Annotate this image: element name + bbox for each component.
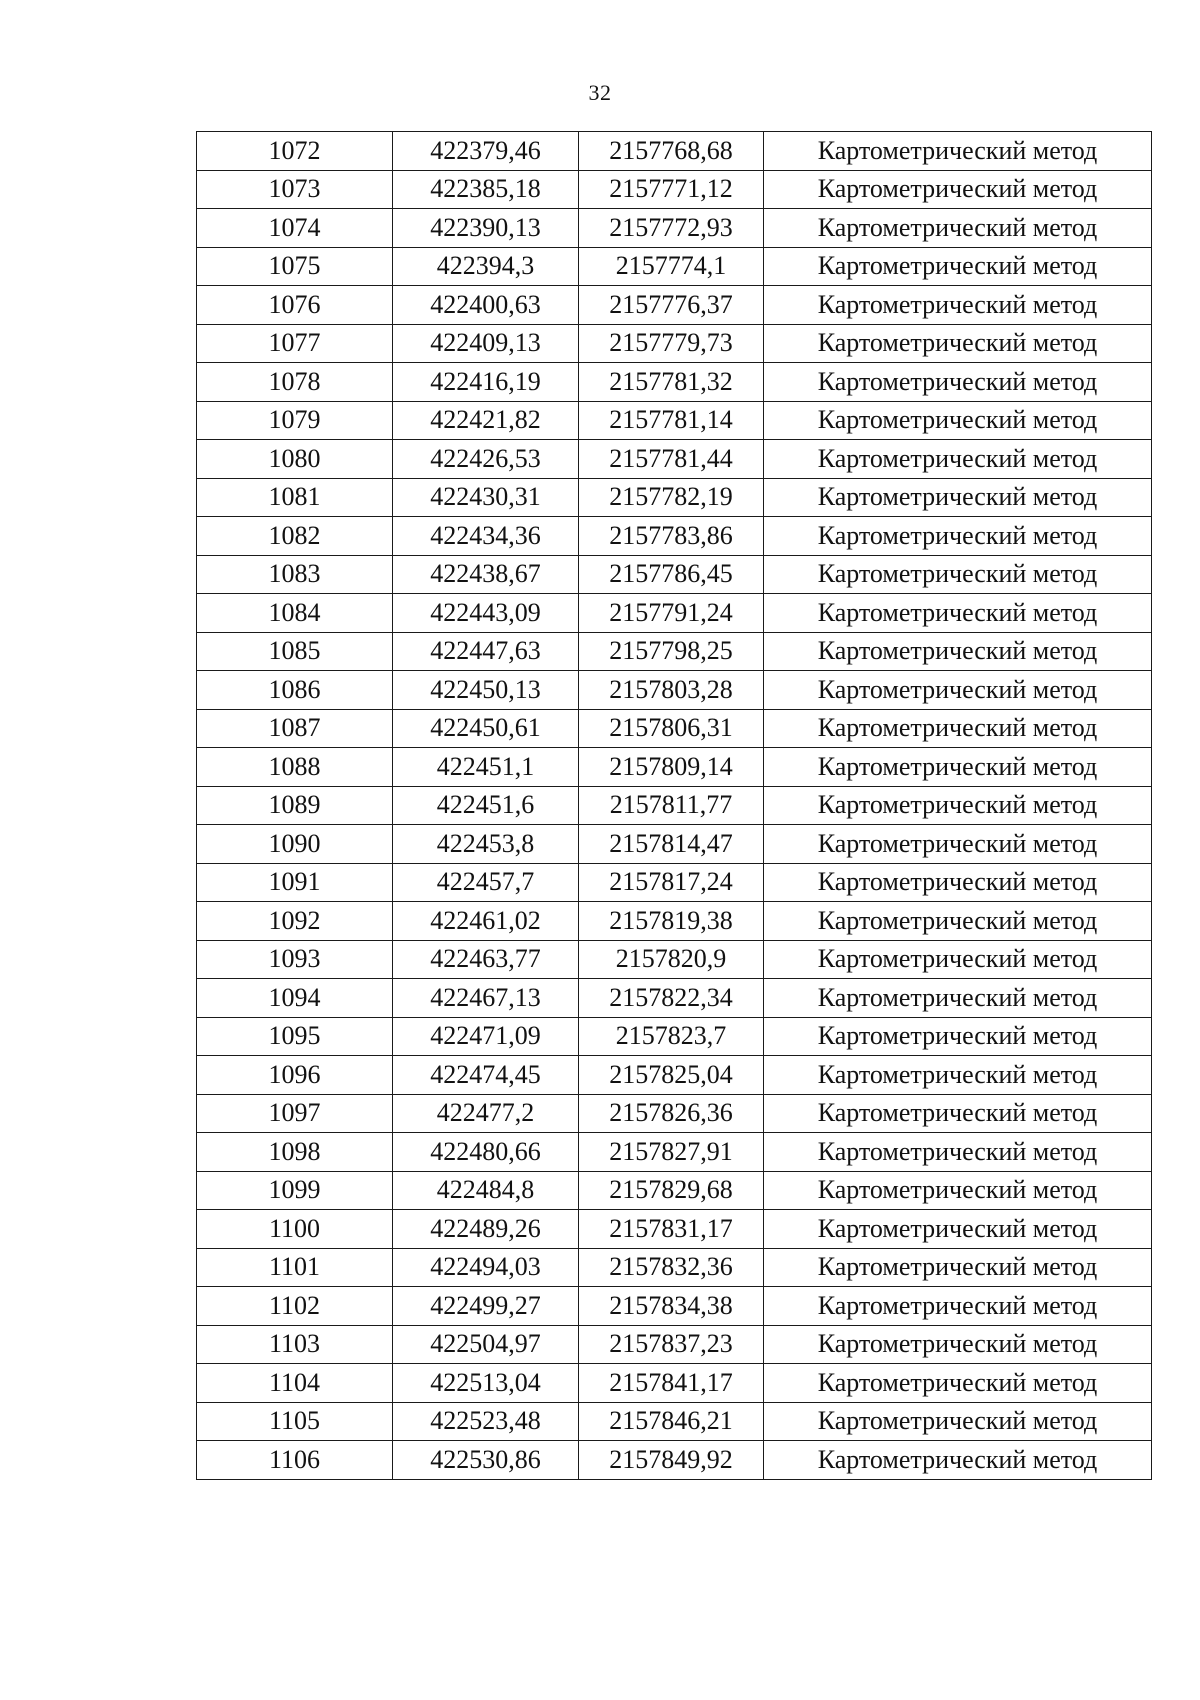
method-cell: Картометрический метод <box>764 863 1152 902</box>
coordinates-table-body <box>197 132 1152 1480</box>
point-number-cell: 1081 <box>197 478 393 517</box>
page-number: 32 <box>588 80 612 105</box>
point-number-cell: 1088 <box>197 748 393 787</box>
y-coordinate-cell: 2157776,37 <box>579 286 764 325</box>
x-coordinate-cell: 422416,19 <box>393 363 579 402</box>
point-number-cell: 1079 <box>197 401 393 440</box>
point-number-cell: 1100 <box>197 1210 393 1249</box>
method-cell: Картометрический метод <box>764 1210 1152 1249</box>
x-coordinate-cell: 422450,13 <box>393 671 579 710</box>
method-cell: Картометрический метод <box>764 363 1152 402</box>
x-coordinate-cell: 422513,04 <box>393 1364 579 1403</box>
table-row <box>197 748 1152 787</box>
method-cell: Картометрический метод <box>764 1094 1152 1133</box>
y-coordinate-cell: 2157837,23 <box>579 1325 764 1364</box>
table-row <box>197 286 1152 325</box>
method-cell: Картометрический метод <box>764 1325 1152 1364</box>
table-row <box>197 478 1152 517</box>
method-cell: Картометрический метод <box>764 1287 1152 1326</box>
x-coordinate-cell: 422385,18 <box>393 170 579 209</box>
x-coordinate-cell: 422434,36 <box>393 517 579 556</box>
point-number-cell: 1086 <box>197 671 393 710</box>
method-cell: Картометрический метод <box>764 671 1152 710</box>
method-cell: Картометрический метод <box>764 1248 1152 1287</box>
y-coordinate-cell: 2157819,38 <box>579 902 764 941</box>
y-coordinate-cell: 2157814,47 <box>579 825 764 864</box>
method-cell: Картометрический метод <box>764 209 1152 248</box>
table-row <box>197 786 1152 825</box>
y-coordinate-cell: 2157823,7 <box>579 1017 764 1056</box>
y-coordinate-cell: 2157827,91 <box>579 1133 764 1172</box>
point-number-cell: 1089 <box>197 786 393 825</box>
point-number-cell: 1106 <box>197 1441 393 1480</box>
table-row <box>197 902 1152 941</box>
point-number-cell: 1080 <box>197 440 393 479</box>
table-row <box>197 709 1152 748</box>
x-coordinate-cell: 422450,61 <box>393 709 579 748</box>
method-cell: Картометрический метод <box>764 1017 1152 1056</box>
point-number-cell: 1093 <box>197 940 393 979</box>
method-cell: Картометрический метод <box>764 748 1152 787</box>
method-cell: Картометрический метод <box>764 979 1152 1018</box>
x-coordinate-cell: 422461,02 <box>393 902 579 941</box>
point-number-cell: 1073 <box>197 170 393 209</box>
method-cell: Картометрический метод <box>764 1056 1152 1095</box>
x-coordinate-cell: 422451,6 <box>393 786 579 825</box>
y-coordinate-cell: 2157811,77 <box>579 786 764 825</box>
y-coordinate-cell: 2157832,36 <box>579 1248 764 1287</box>
method-cell: Картометрический метод <box>764 709 1152 748</box>
method-cell: Картометрический метод <box>764 1133 1152 1172</box>
y-coordinate-cell: 2157781,32 <box>579 363 764 402</box>
method-cell: Картометрический метод <box>764 440 1152 479</box>
table-row <box>197 132 1152 171</box>
y-coordinate-cell: 2157820,9 <box>579 940 764 979</box>
y-coordinate-cell: 2157771,12 <box>579 170 764 209</box>
x-coordinate-cell: 422379,46 <box>393 132 579 171</box>
table-row <box>197 1364 1152 1403</box>
table-row <box>197 1094 1152 1133</box>
method-cell: Картометрический метод <box>764 825 1152 864</box>
point-number-cell: 1087 <box>197 709 393 748</box>
x-coordinate-cell: 422426,53 <box>393 440 579 479</box>
x-coordinate-cell: 422451,1 <box>393 748 579 787</box>
point-number-cell: 1103 <box>197 1325 393 1364</box>
point-number-cell: 1072 <box>197 132 393 171</box>
x-coordinate-cell: 422453,8 <box>393 825 579 864</box>
point-number-cell: 1094 <box>197 979 393 1018</box>
point-number-cell: 1097 <box>197 1094 393 1133</box>
y-coordinate-cell: 2157806,31 <box>579 709 764 748</box>
y-coordinate-cell: 2157768,68 <box>579 132 764 171</box>
table-row <box>197 1248 1152 1287</box>
method-cell: Картометрический метод <box>764 286 1152 325</box>
point-number-cell: 1105 <box>197 1402 393 1441</box>
x-coordinate-cell: 422494,03 <box>393 1248 579 1287</box>
table-row <box>197 1325 1152 1364</box>
y-coordinate-cell: 2157829,68 <box>579 1171 764 1210</box>
y-coordinate-cell: 2157772,93 <box>579 209 764 248</box>
method-cell: Картометрический метод <box>764 517 1152 556</box>
method-cell: Картометрический метод <box>764 1171 1152 1210</box>
x-coordinate-cell: 422477,2 <box>393 1094 579 1133</box>
method-cell: Картометрический метод <box>764 132 1152 171</box>
table-row <box>197 324 1152 363</box>
x-coordinate-cell: 422443,09 <box>393 594 579 633</box>
method-cell: Картометрический метод <box>764 786 1152 825</box>
point-number-cell: 1104 <box>197 1364 393 1403</box>
table-row <box>197 170 1152 209</box>
table-row <box>197 979 1152 1018</box>
point-number-cell: 1098 <box>197 1133 393 1172</box>
method-cell: Картометрический метод <box>764 632 1152 671</box>
method-cell: Картометрический метод <box>764 940 1152 979</box>
table-row <box>197 517 1152 556</box>
point-number-cell: 1076 <box>197 286 393 325</box>
x-coordinate-cell: 422474,45 <box>393 1056 579 1095</box>
x-coordinate-cell: 422430,31 <box>393 478 579 517</box>
x-coordinate-cell: 422457,7 <box>393 863 579 902</box>
x-coordinate-cell: 422438,67 <box>393 555 579 594</box>
table-row <box>197 1171 1152 1210</box>
y-coordinate-cell: 2157779,73 <box>579 324 764 363</box>
point-number-cell: 1077 <box>197 324 393 363</box>
point-number-cell: 1084 <box>197 594 393 633</box>
table-row <box>197 940 1152 979</box>
method-cell: Картометрический метод <box>764 401 1152 440</box>
y-coordinate-cell: 2157826,36 <box>579 1094 764 1133</box>
point-number-cell: 1085 <box>197 632 393 671</box>
method-cell: Картометрический метод <box>764 247 1152 286</box>
y-coordinate-cell: 2157846,21 <box>579 1402 764 1441</box>
y-coordinate-cell: 2157803,28 <box>579 671 764 710</box>
x-coordinate-cell: 422394,3 <box>393 247 579 286</box>
point-number-cell: 1101 <box>197 1248 393 1287</box>
method-cell: Картометрический метод <box>764 1402 1152 1441</box>
y-coordinate-cell: 2157783,86 <box>579 517 764 556</box>
table-row <box>197 555 1152 594</box>
method-cell: Картометрический метод <box>764 478 1152 517</box>
table-row <box>197 1017 1152 1056</box>
table-row <box>197 825 1152 864</box>
y-coordinate-cell: 2157774,1 <box>579 247 764 286</box>
method-cell: Картометрический метод <box>764 170 1152 209</box>
y-coordinate-cell: 2157781,14 <box>579 401 764 440</box>
table-row <box>197 1210 1152 1249</box>
point-number-cell: 1092 <box>197 902 393 941</box>
method-cell: Картометрический метод <box>764 1441 1152 1480</box>
y-coordinate-cell: 2157781,44 <box>579 440 764 479</box>
table-row <box>197 1402 1152 1441</box>
point-number-cell: 1090 <box>197 825 393 864</box>
method-cell: Картометрический метод <box>764 594 1152 633</box>
point-number-cell: 1091 <box>197 863 393 902</box>
table-row <box>197 1056 1152 1095</box>
x-coordinate-cell: 422504,97 <box>393 1325 579 1364</box>
table-row <box>197 363 1152 402</box>
method-cell: Картометрический метод <box>764 324 1152 363</box>
table-row <box>197 1133 1152 1172</box>
method-cell: Картометрический метод <box>764 555 1152 594</box>
point-number-cell: 1078 <box>197 363 393 402</box>
point-number-cell: 1099 <box>197 1171 393 1210</box>
y-coordinate-cell: 2157834,38 <box>579 1287 764 1326</box>
y-coordinate-cell: 2157822,34 <box>579 979 764 1018</box>
x-coordinate-cell: 422463,77 <box>393 940 579 979</box>
y-coordinate-cell: 2157782,19 <box>579 478 764 517</box>
x-coordinate-cell: 422471,09 <box>393 1017 579 1056</box>
table-row <box>197 671 1152 710</box>
x-coordinate-cell: 422421,82 <box>393 401 579 440</box>
point-number-cell: 1075 <box>197 247 393 286</box>
table-row <box>197 1287 1152 1326</box>
x-coordinate-cell: 422390,13 <box>393 209 579 248</box>
table-row <box>197 632 1152 671</box>
x-coordinate-cell: 422489,26 <box>393 1210 579 1249</box>
table-row <box>197 401 1152 440</box>
y-coordinate-cell: 2157786,45 <box>579 555 764 594</box>
x-coordinate-cell: 422530,86 <box>393 1441 579 1480</box>
table-row <box>197 247 1152 286</box>
table-row <box>197 863 1152 902</box>
y-coordinate-cell: 2157825,04 <box>579 1056 764 1095</box>
table-row <box>197 594 1152 633</box>
y-coordinate-cell: 2157831,17 <box>579 1210 764 1249</box>
table-row <box>197 209 1152 248</box>
point-number-cell: 1082 <box>197 517 393 556</box>
coordinates-table <box>196 131 1152 1480</box>
y-coordinate-cell: 2157809,14 <box>579 748 764 787</box>
point-number-cell: 1074 <box>197 209 393 248</box>
x-coordinate-cell: 422484,8 <box>393 1171 579 1210</box>
method-cell: Картометрический метод <box>764 902 1152 941</box>
y-coordinate-cell: 2157817,24 <box>579 863 764 902</box>
y-coordinate-cell: 2157791,24 <box>579 594 764 633</box>
y-coordinate-cell: 2157841,17 <box>579 1364 764 1403</box>
x-coordinate-cell: 422480,66 <box>393 1133 579 1172</box>
x-coordinate-cell: 422467,13 <box>393 979 579 1018</box>
x-coordinate-cell: 422523,48 <box>393 1402 579 1441</box>
x-coordinate-cell: 422400,63 <box>393 286 579 325</box>
point-number-cell: 1096 <box>197 1056 393 1095</box>
point-number-cell: 1102 <box>197 1287 393 1326</box>
y-coordinate-cell: 2157849,92 <box>579 1441 764 1480</box>
x-coordinate-cell: 422499,27 <box>393 1287 579 1326</box>
table-row <box>197 440 1152 479</box>
method-cell: Картометрический метод <box>764 1364 1152 1403</box>
x-coordinate-cell: 422409,13 <box>393 324 579 363</box>
y-coordinate-cell: 2157798,25 <box>579 632 764 671</box>
point-number-cell: 1095 <box>197 1017 393 1056</box>
point-number-cell: 1083 <box>197 555 393 594</box>
x-coordinate-cell: 422447,63 <box>393 632 579 671</box>
table-row <box>197 1441 1152 1480</box>
